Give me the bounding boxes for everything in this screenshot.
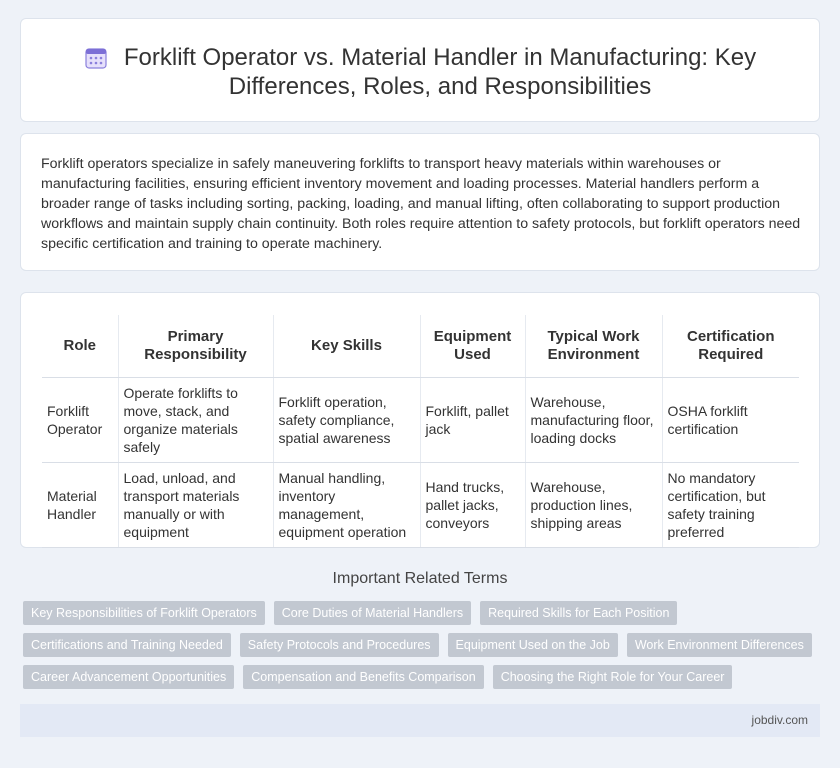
table-cell: Forklift Operator: [42, 377, 118, 462]
related-term-tag[interactable]: Choosing the Right Role for Your Career: [493, 665, 733, 689]
comparison-table: [42, 315, 799, 548]
table-header-cell: Equipment Used: [420, 315, 525, 377]
related-term-tag[interactable]: Equipment Used on the Job: [448, 633, 618, 657]
page-title: Forklift Operator vs. Material Handler in Manufacturing: Key Differences, Roles, and Responsibilities: [123, 44, 757, 100]
table-cell: Operate forklifts to move, stack, and organize materials safely: [118, 377, 273, 462]
table-cell: Warehouse, production lines, shipping areas: [525, 462, 662, 547]
related-term-tag[interactable]: Certifications and Training Needed: [23, 633, 231, 657]
related-terms-heading: Important Related Terms: [332, 570, 508, 587]
related-term-tag[interactable]: Career Advancement Opportunities: [23, 665, 234, 689]
related-term-tag[interactable]: Required Skills for Each Position: [480, 601, 677, 625]
intro-paragraph: Forklift operators specialize in safely maneuvering forklifts to transport heavy materials within warehouses or manufacturing facilities, ensuring efficient inventory movement and loading processes. Material handlers perform a broader range of tasks including sorting, packing, loading, and manual lifting, often collaborating to support production workflows and maintain supply chain continuity. Both roles require attention to safety protocols, but forklift operators need specific certification and training to operate machinery.: [41, 156, 801, 252]
title-card: [20, 18, 820, 122]
table-cell: Forklift, pallet jack: [420, 377, 525, 462]
table-row: [42, 377, 799, 462]
table-header-cell: Typical Work Environment: [525, 315, 662, 377]
table-cell: Hand trucks, pallet jacks, conveyors: [420, 462, 525, 547]
table-header-cell: Key Skills: [273, 315, 420, 377]
related-term-tag[interactable]: Key Responsibilities of Forklift Operators: [23, 601, 265, 625]
table-cell: Forklift operation, safety compliance, spatial awareness: [273, 377, 420, 462]
table-cell: Warehouse, manufacturing floor, loading docks: [525, 377, 662, 462]
table-cell: No mandatory certification, but safety training preferred: [662, 462, 799, 547]
related-term-tag[interactable]: Compensation and Benefits Comparison: [243, 665, 483, 689]
related-term-tag[interactable]: Safety Protocols and Procedures: [240, 633, 439, 657]
related-term-tag[interactable]: Core Duties of Material Handlers: [274, 601, 471, 625]
table-cell: Manual handling, inventory management, equipment operation: [273, 462, 420, 547]
footer-site-link[interactable]: jobdiv.com: [751, 713, 808, 727]
table-cell: Material Handler: [42, 462, 118, 547]
comparison-table-card: [20, 292, 820, 548]
table-row: [42, 462, 799, 547]
table-header-cell: Role: [42, 315, 118, 377]
table-cell: Load, unload, and transport materials manually or with equipment: [118, 462, 273, 547]
intro-card: [20, 133, 820, 271]
table-header-cell: Certification Required: [662, 315, 799, 377]
related-term-tag[interactable]: Work Environment Differences: [627, 633, 812, 657]
related-terms-list: [23, 601, 813, 697]
table-header-cell: Primary Responsibility: [118, 315, 273, 377]
table-header-row: [42, 315, 799, 377]
footer-bar: [20, 704, 820, 737]
table-cell: OSHA forklift certification: [662, 377, 799, 462]
